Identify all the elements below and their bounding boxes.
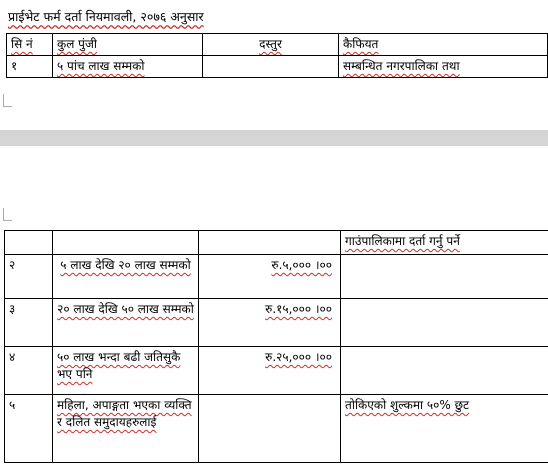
cell-serial: १ bbox=[7, 56, 53, 78]
fee-table-header bbox=[6, 33, 548, 78]
table-header-row bbox=[7, 34, 548, 56]
document-page-2 bbox=[0, 146, 548, 464]
header-remark: कैफियत bbox=[339, 34, 548, 56]
cell-capital: ५ लाख देखि २० लाख सम्मको bbox=[53, 255, 199, 299]
cell-fee bbox=[199, 395, 341, 463]
cell-serial: ४ bbox=[5, 347, 53, 395]
cell-fee: रु.२५,००० ।०० bbox=[199, 347, 341, 395]
cell-serial: २ bbox=[5, 255, 53, 299]
cell-fee bbox=[203, 56, 339, 78]
fee-table-continued bbox=[4, 230, 548, 463]
cell-remark: सम्बन्धित नगरपालिका तथा bbox=[339, 56, 548, 78]
cell-serial bbox=[5, 231, 53, 255]
cell-capital bbox=[53, 231, 199, 255]
margin-marker bbox=[3, 208, 12, 221]
table-row bbox=[5, 395, 548, 463]
cell-capital: महिला, अपाङ्गता भएका व्यक्ति र दलित समुदायहरुलाई bbox=[53, 395, 199, 463]
cell-remark: तोकिएको शुल्कमा ५०% छुट bbox=[341, 395, 548, 463]
table-row bbox=[5, 347, 548, 395]
cell-remark bbox=[341, 347, 548, 395]
header-fee: दस्तुर bbox=[203, 34, 339, 56]
cell-serial: ३ bbox=[5, 299, 53, 347]
document-title: प्राईभेट फर्म दर्ता नियमावली, २०७६ अनुसार bbox=[8, 9, 204, 24]
table-row bbox=[7, 56, 548, 78]
table-row bbox=[5, 299, 548, 347]
document-page-1 bbox=[0, 0, 548, 130]
header-serial: सि नं bbox=[7, 34, 53, 56]
page-gap bbox=[0, 130, 548, 146]
cell-fee: रु.५,००० ।०० bbox=[199, 255, 341, 299]
cell-remark bbox=[341, 255, 548, 299]
cell-remark: गाउंपालिकामा दर्ता गर्नु पर्ने bbox=[341, 231, 548, 255]
header-capital: कुल पुंजी bbox=[53, 34, 203, 56]
cell-remark bbox=[341, 299, 548, 347]
cell-fee bbox=[199, 231, 341, 255]
cell-capital: २० लाख देखि ५० लाख सम्मको bbox=[53, 299, 199, 347]
table-row bbox=[5, 255, 548, 299]
cell-capital: ५० लाख भन्दा बढी जतिसुकै भए पनि bbox=[53, 347, 199, 395]
continued-header-row bbox=[5, 231, 548, 255]
cell-capital: ५ पांच लाख सम्मको bbox=[53, 56, 203, 78]
cell-serial: ५ bbox=[5, 395, 53, 463]
cell-fee: रु.१५,००० ।०० bbox=[199, 299, 341, 347]
margin-marker bbox=[3, 94, 12, 107]
